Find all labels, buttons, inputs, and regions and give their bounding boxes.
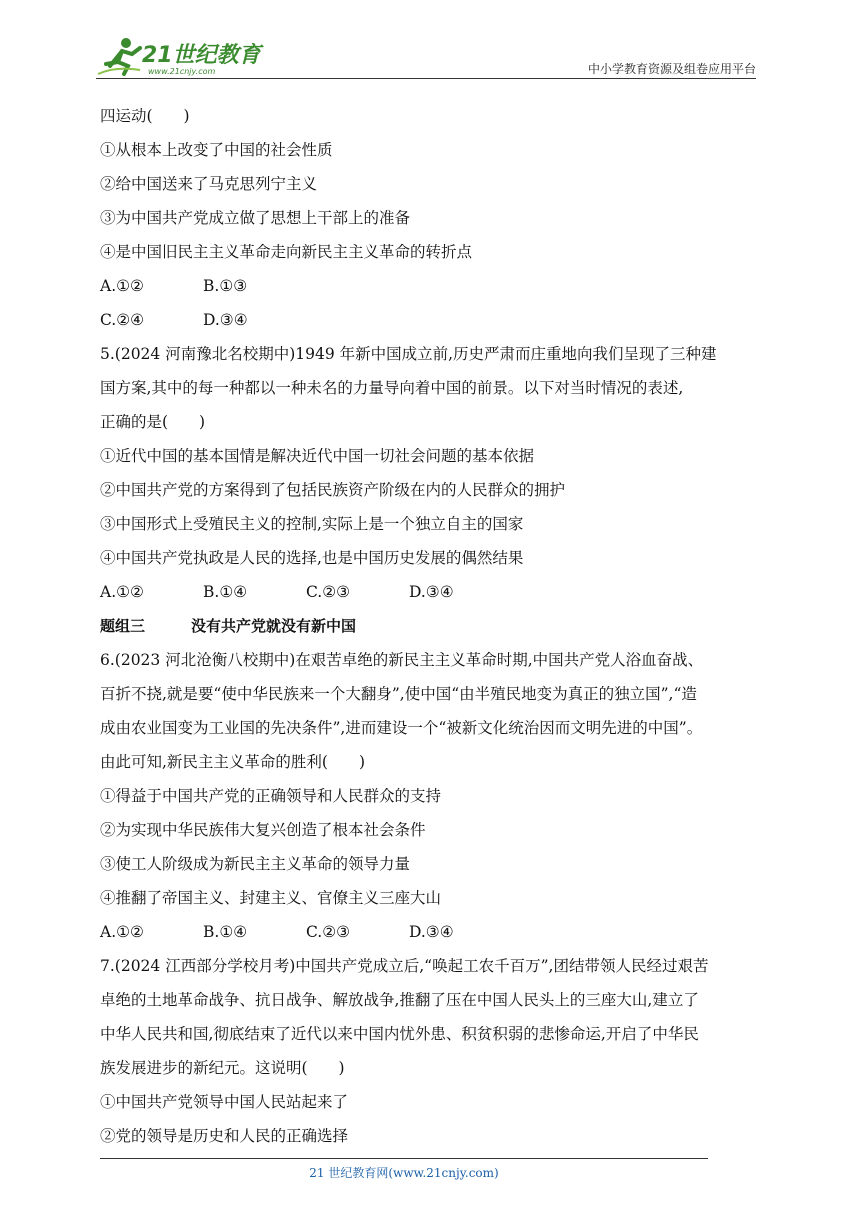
question-stem: 5.(2024 河南豫北名校期中)1949 年新中国成立前,历史严肃而庄重地向我们呈现了三种建 [100, 345, 717, 363]
answer-choice: A.①② [100, 923, 144, 941]
option-statement: ④推翻了帝国主义、封建主义、官僚主义三座大山 [100, 889, 442, 907]
document-body [100, 99, 770, 1153]
answer-choice: D.③④ [409, 923, 454, 941]
section-label: 题组三 [100, 617, 146, 635]
svg-text:21世纪教育: 21世纪教育 [142, 43, 261, 68]
question-line: 四运动( ) [100, 107, 190, 125]
option-statement: ④是中国旧民主主义革命走向新民主主义革命的转折点 [100, 243, 473, 261]
option-statement: ②中国共产党的方案得到了包括民族资产阶级在内的人民群众的拥护 [100, 481, 566, 499]
question-stem: 国方案,其中的每一种都以一种未名的力量导向着中国的前景。以下对当时情况的表述, [100, 379, 684, 397]
option-statement: ③为中国共产党成立做了思想上干部上的准备 [100, 209, 411, 227]
answer-choice: B.①④ [203, 583, 248, 601]
answer-choice: C.②④ [100, 311, 145, 329]
question-stem: 族发展进步的新纪元。这说明( ) [100, 1059, 345, 1077]
question-stem: 成由农业国变为工业国的先决条件”,进而建设一个“被新文化统治因而文明先进的中国”。 [100, 719, 703, 737]
answer-choice: B.①④ [203, 923, 248, 941]
answer-choice: A.①② [100, 277, 144, 295]
option-statement: ②党的领导是历史和人民的正确选择 [100, 1127, 349, 1145]
svg-text:www.21cnjy.com: www.21cnjy.com [148, 67, 216, 76]
answer-options [100, 303, 770, 337]
section-title: 没有共产党就没有新中国 [191, 617, 357, 635]
question-stem: 正确的是( ) [100, 413, 206, 431]
answer-choice: D.③④ [409, 583, 454, 601]
question-stem: 7.(2024 江西部分学校月考)中国共产党成立后,“唤起工农千百万”,团结带领人民经过艰苦 [100, 957, 709, 975]
option-statement: ①得益于中国共产党的正确领导和人民群众的支持 [100, 787, 442, 805]
option-statement: ②给中国送来了马克思列宁主义 [100, 175, 318, 193]
footer-divider [100, 1158, 708, 1159]
option-statement: ②为实现中华民族伟大复兴创造了根本社会条件 [100, 821, 426, 839]
answer-options [100, 915, 770, 949]
question-stem: 百折不挠,就是要“使中华民族来一个大翻身”,使中国“由半殖民地变为真正的独立国”,“造 [100, 685, 697, 703]
answer-choice: A.①② [100, 583, 144, 601]
option-statement: ①从根本上改变了中国的社会性质 [100, 141, 333, 159]
option-statement: ①近代中国的基本国情是解决近代中国一切社会问题的基本依据 [100, 447, 535, 465]
header-divider [96, 78, 756, 79]
option-statement: ③使工人阶级成为新民主主义革命的领导力量 [100, 855, 411, 873]
option-statement: ④中国共产党执政是人民的选择,也是中国历史发展的偶然结果 [100, 549, 524, 567]
page-header [96, 36, 756, 80]
answer-options [100, 269, 770, 303]
option-statement: ③中国形式上受殖民主义的控制,实际上是一个独立自主的国家 [100, 515, 524, 533]
question-stem: 6.(2023 河北沧衡八校期中)在艰苦卓绝的新民主主义革命时期,中国共产党人浴血奋战、 [100, 651, 704, 669]
platform-name: 中小学教育资源及组卷应用平台 [587, 62, 756, 76]
answer-choice: D.③④ [203, 311, 248, 329]
section-heading [100, 609, 770, 643]
answer-choice: C.②③ [306, 923, 351, 941]
answer-choice: B.①③ [203, 277, 248, 295]
answer-choice: C.②③ [306, 583, 351, 601]
site-logo [96, 36, 266, 78]
option-statement: ①中国共产党领导中国人民站起来了 [100, 1093, 349, 1111]
answer-options [100, 575, 770, 609]
question-stem: 卓绝的土地革命战争、抗日战争、解放战争,推翻了压在中国人民头上的三座大山,建立了 [100, 991, 699, 1009]
footer-link[interactable]: 21 世纪教育网(www.21cnjy.com) [309, 1166, 499, 1180]
question-stem: 中华人民共和国,彻底结束了近代以来中国内忧外患、积贫积弱的悲惨命运,开启了中华民 [100, 1025, 699, 1043]
question-stem: 由此可知,新民主主义革命的胜利( ) [100, 753, 366, 771]
